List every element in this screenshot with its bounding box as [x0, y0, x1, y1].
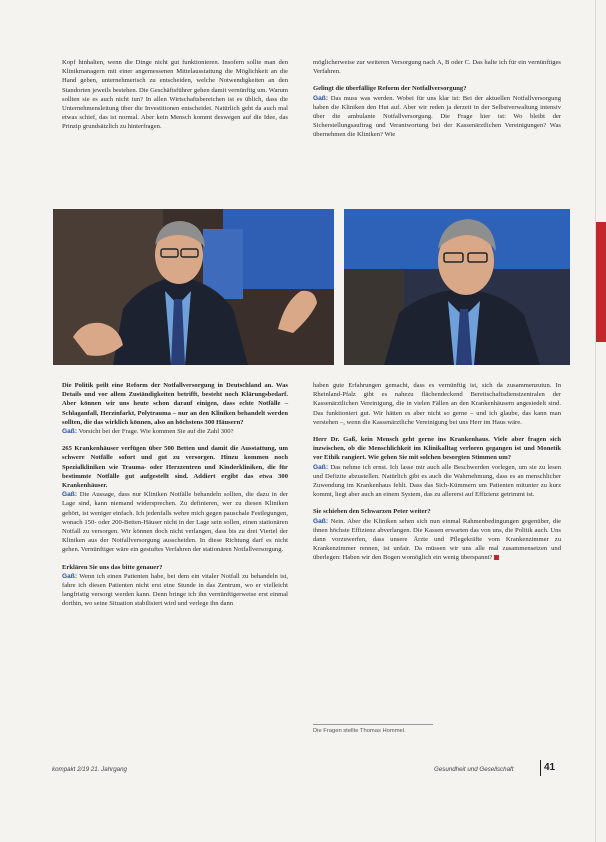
paragraph: möglicherweise zur weiteren Versorgung nach A, B oder C. Das halte ich für ein vernünftiges Verfahren.: [313, 59, 561, 76]
interview-question: 265 Krankenhäuser verfügen über 500 Betten und damit die Ausstattung, um schwere Notfälle sofort und gut zu versorgen. Hinzu kommen noch Spezialkliniken wie Trauma- oder Herzzentren und Kinderkliniken, die für bestimmte Notfälle gut aufgestellt sind. Addiert ergibt das etwa 300 Krankenhäuser.: [62, 445, 288, 490]
column-bottom-right: [313, 381, 561, 563]
photo-illustration: [53, 209, 334, 365]
column-top-right: [313, 58, 561, 140]
page-edge-line: [595, 0, 596, 842]
interview-answer: Wenn ich einen Patienten habe, bei dem ein vitaler Notfall zu behandeln ist, fahre ich diesen Patienten nicht erst eine Stunde in das Zentrum, wo er vielleicht langfristig versorgt werden kann. Denn bringe ich ihn vernünftigerweise erst einmal dorthin, wo seine Situation stabilisiert wird und verlege ihn dann: [62, 572, 288, 608]
interview-answer: Vorsicht bei der Frage. Wie kommen Sie auf die Zahl 300?: [78, 428, 234, 436]
credit-rule: [313, 724, 433, 725]
interview-answer: Die Aussage, dass nur Kliniken Notfälle behandeln sollten, die dazu in der Lage sind, kann niemand widersprechen. Zu definieren, wer zu diesen Kliniken gehört, ist weniger einfach. Ich jedenfalls wehre mich gegen pauschale Festlegungen, wonach 150- oder 200-Betten-Häuser nicht in der Lage sein sollen, einen stationären Notfall zu versorgen. Wir können doch nicht verlangen, dass bis zu drei Viertel der Kliniken aus der Notfallversorgung ausscheiden. In diese Richtung darf es nicht gehen. Vernünftiger wäre ein gestuftes Verfahren der stationären Notfallversorgung.: [62, 491, 288, 554]
photo-illustration: [344, 209, 570, 365]
interview-answer: Das muss was werden. Wobei für uns klar ist: Bei der aktuellen Notfallversorgung haben die Kliniken den Hut auf. Aber wir reden ja derzeit in der Selbstverwaltung intensiv über die ambulante Notfallversorgung. Die Frage hier ist: Wo bleibt der Sicherstellungsauftrag und Verantwortung bei der Kassenärztlichen Vereinigungen? Was übernehmen die Kliniken? Wie: [313, 94, 561, 139]
interview-answer: Das nehme ich ernst. Ich lasse mir auch alle Beschwerden vorlegen, um sie zu lesen und Defizite abzustellen. Natürlich gibt es auch die Wahrnehmung, dass es an menschlicher Zuwendung im Krankenhaus fehlt. Dass das Sich-Kümmern um Patienten mitunter zu kurz kommt, liegt aber auch an einem System, das zu allererst auf Effizienz getrimmt ist.: [313, 463, 562, 499]
speaker-label: Gaß:: [62, 572, 78, 580]
speaker-label: Gaß:: [313, 94, 329, 102]
footer-publication: kompakt 2/19 21. Jahrgang: [52, 766, 127, 773]
interview-credit: Die Fragen stellte Thomas Hommel.: [313, 728, 406, 734]
speaker-label: Gaß:: [313, 517, 329, 525]
column-bottom-left: [62, 381, 288, 609]
interview-question: Sie schieben den Schwarzen Peter weiter?: [313, 508, 431, 516]
interview-question: Die Politik peilt eine Reform der Notfallversorgung in Deutschland an. Was Details und vor allem Zuständigkeiten betrifft, besteht noch Klärungsbedarf. Aber können wir uns heute schon darauf einigen, dass echte Notfälle – Schlaganfall, Herzinfarkt, Polytrauma – nur an den Kliniken behandelt werden sollten, die das wirklich können, also an höchstens 300 Häusern?: [62, 382, 288, 426]
interview-answer: Nein. Aber die Kliniken sehen sich nun einmal Rahmenbedingungen gegenüber, die ihnen höchste Effizienz abverlangen. Die Kassen erwarten das von uns, die Politik auch. Uns dann vorzuwerfen, dass unsere Ärzte und Pflegekräfte vom Krankenzimmer zu Krankenzimmer rennen, ist unfair. Da müssen wir uns alle mal zusammensetzen und überlegen: Haben wir den Bogen womöglich ein wenig überspannt?: [313, 517, 561, 562]
footer-section: Gesundheit und Gesellschaft: [434, 766, 514, 773]
photo-man-portrait: [344, 209, 570, 365]
photo-man-gesturing: [53, 209, 334, 365]
column-top-left: [62, 58, 288, 132]
page-number-divider: [540, 760, 541, 776]
speaker-label: Gaß:: [62, 491, 78, 499]
paragraph: Kopf hinhalten, wenn die Dinge nicht gut funktionieren. Insofern sollte man den Klinikmanagern mit einer angemessenen Mittelausstattung die Möglichkeit an die Hand geben, unternehmerisch zu entscheiden, welche Notwendigkeiten an den Standorten jeweils bestehen. Die Geschäftsführer gehen damit vernünftig um. Warum sollten sie es auch nicht tun? In allen Wirtschaftsbereichen ist es üblich, dass die Unternehmensleitung über die Investitionen entscheidet. Natürlich geht da auch mal etwas schief, das ist normal. Aber kein Mensch kommt deswegen auf die Idee, das Prinzip grundsätzlich zu hinterfragen.: [62, 59, 288, 131]
speaker-label: Gaß:: [313, 463, 329, 471]
paragraph: haben gute Erfahrungen gemacht, dass es vernünftig ist, sich da zusammenzutun. In Rheinland-Pfalz gibt es nahezu flächendeckend Bereitschaftsdienstzentralen der Kassenärztlichen Vereinigung, die in vielen Fällen an den Krankenhäusern angesiedelt sind. Das funktioniert gut. Wir hätten es aber nicht so gerne – und ich glaube, das kann man verstehen –, wenn die Kassenärztliche Vereinigung bei uns Herr im Haus wäre.: [313, 382, 561, 426]
interview-question: Herr Dr. Gaß, kein Mensch geht gerne ins Krankenhaus. Viele aber fragen sich inzwischen, ob die Menschlichkeit im Klinikalltag verloren gegangen ist und Monetik vor Ethik rangiert. Wie gehen Sie mit solchen besorgten Stimmen um?: [313, 436, 561, 462]
end-mark-icon: [494, 555, 499, 560]
speaker-label: Gaß:: [62, 428, 78, 436]
interview-question: Gelingt die überfällige Reform der Notfallversorgung?: [313, 85, 467, 93]
page-edge-color-bar: [596, 222, 606, 342]
interview-question: Erklären Sie uns das bitte genauer?: [62, 563, 163, 571]
page-number: 41: [544, 762, 556, 773]
